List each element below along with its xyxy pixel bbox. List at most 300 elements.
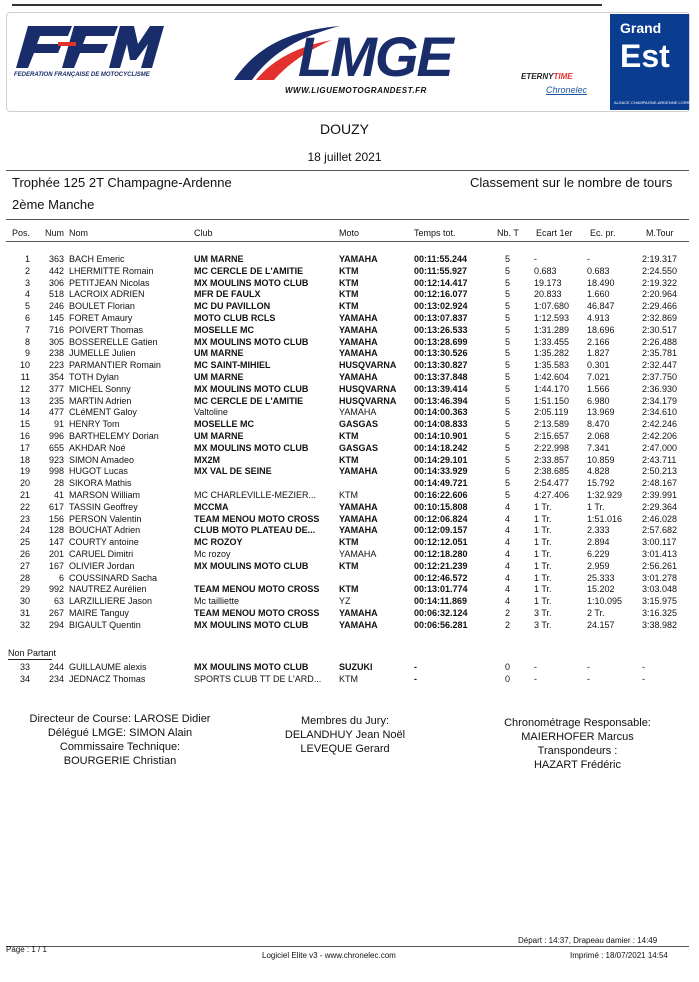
cell-nbt: 2 bbox=[505, 608, 511, 618]
cell-num: 201 bbox=[48, 549, 64, 559]
cell-nom: GUILLAUME alexis bbox=[69, 662, 147, 672]
cell-pos: 14 bbox=[19, 407, 30, 418]
cell-nbt: 5 bbox=[505, 431, 511, 441]
cell-ecart: 1 Tr. bbox=[534, 537, 552, 548]
software-credit[interactable]: Logiciel Elite v3 - www.chronelec.com bbox=[262, 951, 396, 960]
cell-ecpr: 18.490 bbox=[587, 277, 615, 288]
cell-moto: YAMAHA bbox=[339, 466, 378, 477]
cell-ecart: - bbox=[534, 673, 537, 684]
official-line: Membres du Jury: bbox=[300, 715, 390, 727]
cell-moto: YAMAHA bbox=[339, 348, 378, 359]
cell-nom: AKHDAR Noé bbox=[69, 442, 126, 453]
cell-ecpr: 18.696 bbox=[587, 324, 615, 335]
cell-ecart: 2:54.477 bbox=[534, 478, 570, 489]
cell-club: TEAM MENOU MOTO CROSS bbox=[194, 513, 320, 524]
table-row bbox=[0, 431, 689, 442]
cell-nom: HUGOT Lucas bbox=[69, 466, 128, 477]
cell-ecart: 1 Tr. bbox=[534, 525, 552, 536]
cell-club: MOTO CLUB RCLS bbox=[194, 313, 276, 323]
cell-mtour: 2:43.711 bbox=[642, 454, 677, 465]
official-line: LEVEQUE Gerard bbox=[300, 743, 390, 755]
cell-nom: OLIVIER Jordan bbox=[69, 560, 135, 571]
table-row bbox=[0, 313, 689, 324]
cell-num: 923 bbox=[48, 454, 64, 465]
cell-ecart: 3 Tr. bbox=[534, 619, 552, 630]
region-line2: Est bbox=[620, 38, 670, 74]
cell-temps: 00:14:10.901 bbox=[414, 431, 468, 441]
cell-moto: SUZUKI bbox=[339, 662, 373, 672]
cell-num: 655 bbox=[48, 442, 64, 453]
cell-mtour: 2:32.869 bbox=[642, 313, 678, 323]
cell-nom: CARUEL Dimitri bbox=[69, 549, 134, 559]
cell-moto: YZ bbox=[339, 596, 351, 607]
cell-club: Mc rozoy bbox=[194, 549, 231, 559]
cell-nom: TASSIN Geoffrey bbox=[69, 501, 138, 512]
ffm-subtitle: FEDERATION FRANÇAISE DE MOTOCYCLISME bbox=[14, 72, 150, 78]
cell-pos: 13 bbox=[19, 395, 30, 406]
cell-nbt: 2 bbox=[505, 619, 511, 630]
cell-ecart: 1:12.593 bbox=[534, 313, 570, 323]
cell-nom: COURTY antoine bbox=[69, 537, 139, 548]
table-row bbox=[0, 360, 689, 371]
table-row bbox=[0, 662, 689, 673]
cell-temps: 00:13:39.414 bbox=[414, 383, 468, 394]
cell-nom: POIVERT Thomas bbox=[69, 324, 144, 335]
cell-temps: 00:12:12.051 bbox=[414, 537, 468, 548]
cell-mtour: 2:46.028 bbox=[642, 513, 678, 524]
cell-nbt: 5 bbox=[505, 254, 511, 264]
cell-nbt: 4 bbox=[505, 584, 511, 595]
print-time: Imprimé : 18/07/2021 14:54 bbox=[570, 951, 668, 960]
event-date: 18 juillet 2021 bbox=[307, 150, 382, 164]
cell-nbt: 5 bbox=[505, 313, 511, 323]
cell-pos: 20 bbox=[19, 478, 30, 489]
cell-nbt: 4 bbox=[505, 572, 511, 583]
cell-nom: HENRY Tom bbox=[69, 419, 120, 430]
cell-club: MC CHARLEVILLE-MEZIER... bbox=[194, 490, 317, 500]
cell-nom: TOTH Dylan bbox=[69, 372, 119, 382]
cell-ecpr: 24.157 bbox=[587, 619, 615, 630]
cell-pos: 26 bbox=[19, 549, 30, 559]
cell-nbt: 5 bbox=[505, 454, 511, 465]
cell-club: MX MOULINS MOTO CLUB bbox=[194, 336, 309, 347]
cell-pos: 18 bbox=[19, 454, 30, 465]
lmge-url[interactable]: WWW.LIGUEMOTOGRANDEST.FR bbox=[285, 86, 427, 95]
eternytime-logo: ETERNYTIME bbox=[521, 72, 573, 81]
cell-temps: 00:16:22.606 bbox=[414, 490, 468, 500]
cell-nbt: 4 bbox=[505, 596, 511, 607]
chronelec-logo: Chronelec bbox=[546, 85, 588, 95]
cell-nbt: 5 bbox=[505, 372, 511, 382]
cell-ecpr: 1:10.095 bbox=[587, 596, 623, 607]
cell-moto: YAMAHA bbox=[339, 501, 378, 512]
cell-nom: NAUTREZ Aurélien bbox=[69, 584, 147, 595]
cell-num: 41 bbox=[53, 490, 64, 500]
cell-moto: YAMAHA bbox=[339, 407, 377, 418]
cell-pos: 6 bbox=[24, 313, 30, 323]
cell-club: MC ROZOY bbox=[194, 537, 243, 548]
cell-num: 354 bbox=[48, 372, 64, 382]
cell-temps: 00:13:37.848 bbox=[414, 372, 468, 382]
cell-nbt: 5 bbox=[505, 360, 511, 371]
cell-temps: 00:13:02.924 bbox=[414, 301, 468, 312]
cell-ecart: 2:22.998 bbox=[534, 442, 570, 453]
cell-ecpr: 1:51.016 bbox=[587, 513, 623, 524]
table-row bbox=[0, 573, 689, 584]
cell-num: 246 bbox=[48, 301, 64, 312]
cell-mtour: 2:56.261 bbox=[642, 560, 678, 571]
cell-ecpr: 8.470 bbox=[587, 419, 610, 430]
cell-temps: 00:13:30.827 bbox=[414, 360, 468, 371]
header-underline bbox=[6, 241, 689, 242]
cell-num: 363 bbox=[48, 254, 64, 264]
cell-pos: 17 bbox=[19, 442, 30, 453]
cell-nbt: 4 bbox=[505, 525, 511, 536]
cell-ecart: 2:13.589 bbox=[534, 419, 570, 430]
cell-club: TEAM MENOU MOTO CROSS bbox=[194, 608, 320, 618]
cell-mtour: 3:16.325 bbox=[642, 608, 678, 618]
cell-nom: PERSON Valentin bbox=[69, 513, 142, 524]
cell-nom: MARTIN Adrien bbox=[69, 395, 132, 406]
cell-pos: 1 bbox=[24, 254, 30, 264]
cell-mtour: 2:34.610 bbox=[642, 407, 678, 418]
cell-pos: 32 bbox=[19, 619, 30, 630]
cell-ecpr: 2.894 bbox=[587, 537, 610, 548]
cell-temps: 00:12:06.824 bbox=[414, 513, 468, 524]
table-row bbox=[0, 348, 689, 359]
cell-nom: MARSON William bbox=[69, 490, 140, 500]
cell-mtour: 2:34.179 bbox=[642, 395, 678, 406]
cell-nom: BOULET Florian bbox=[69, 301, 135, 312]
cell-club: MOSELLE MC bbox=[194, 419, 254, 430]
ffm-logo bbox=[14, 22, 164, 72]
cell-nom: PARMANTIER Romain bbox=[69, 360, 161, 371]
table-row bbox=[0, 561, 689, 572]
cell-ecpr: 0.683 bbox=[587, 265, 610, 276]
col-club: Club bbox=[194, 228, 213, 238]
cell-ecpr: - bbox=[587, 662, 590, 672]
table-row bbox=[0, 443, 689, 454]
cell-club: MX VAL DE SEINE bbox=[194, 466, 272, 477]
official-line: MAIERHOFER Marcus bbox=[521, 731, 634, 743]
cell-temps: 00:13:30.526 bbox=[414, 348, 468, 359]
cell-ecart: 2:38.685 bbox=[534, 466, 570, 477]
col-ecpr: Ec. pr. bbox=[590, 228, 616, 238]
cell-nom: PETITJEAN Nicolas bbox=[69, 277, 150, 288]
table-row bbox=[0, 490, 689, 501]
cell-mtour: - bbox=[642, 662, 645, 672]
cell-nom: LHERMITTE Romain bbox=[69, 265, 154, 276]
cell-ecart: 4:27.406 bbox=[534, 490, 570, 500]
cell-num: 267 bbox=[48, 608, 64, 618]
cell-ecpr: 0.301 bbox=[587, 360, 610, 371]
cell-pos: 28 bbox=[19, 572, 30, 583]
cell-pos: 16 bbox=[19, 431, 30, 441]
cell-moto: KTM bbox=[339, 454, 359, 465]
table-row bbox=[0, 584, 689, 595]
cell-ecpr: 7.021 bbox=[587, 372, 610, 382]
cell-temps: 00:13:46.394 bbox=[414, 395, 468, 406]
cell-num: 518 bbox=[48, 289, 64, 300]
cell-pos: 12 bbox=[19, 383, 30, 394]
cell-moto: KTM bbox=[339, 289, 359, 300]
cell-num: 996 bbox=[48, 431, 64, 441]
officials-left bbox=[10, 712, 230, 768]
svg-text:LMGE: LMGE bbox=[298, 25, 452, 88]
cell-temps: 00:14:33.929 bbox=[414, 466, 468, 477]
official-line: Chronométrage Responsable: bbox=[504, 717, 651, 729]
cell-moto: YAMAHA bbox=[339, 336, 378, 347]
grand-est-logo bbox=[610, 14, 699, 110]
col-pos: Pos. bbox=[12, 228, 31, 238]
cell-nbt: 0 bbox=[505, 662, 511, 672]
ranking-note: Classement sur le nombre de tours bbox=[470, 175, 673, 190]
table-row bbox=[0, 396, 689, 407]
cell-club: MX MOULINS MOTO CLUB bbox=[194, 619, 309, 630]
cell-ecpr: 10.859 bbox=[587, 454, 615, 465]
cell-ecart: 1:35.583 bbox=[534, 360, 570, 371]
cell-num: 477 bbox=[48, 407, 64, 418]
cell-ecpr: 2.959 bbox=[587, 560, 610, 571]
cell-mtour: 2:20.964 bbox=[642, 289, 678, 300]
table-row bbox=[0, 301, 689, 312]
cell-nbt: 4 bbox=[505, 513, 511, 524]
cell-mtour: 2:32.447 bbox=[642, 360, 678, 371]
cell-moto: GASGAS bbox=[339, 419, 379, 430]
cell-mtour: 2:29.364 bbox=[642, 501, 678, 512]
cell-moto: GASGAS bbox=[339, 442, 379, 453]
cell-num: 145 bbox=[48, 313, 64, 323]
cell-temps: 00:13:07.837 bbox=[414, 313, 468, 323]
cell-ecpr: 7.341 bbox=[587, 442, 610, 453]
cell-temps: 00:11:55.244 bbox=[414, 254, 468, 264]
cell-num: 992 bbox=[48, 584, 64, 595]
table-row bbox=[0, 337, 689, 348]
non-partant-label: Non Partant bbox=[8, 648, 57, 658]
cell-pos: 9 bbox=[24, 348, 30, 359]
cell-num: 294 bbox=[48, 619, 64, 630]
lmge-logo bbox=[228, 18, 468, 88]
table-row bbox=[0, 525, 689, 536]
table-row bbox=[0, 466, 689, 477]
cell-club: SPORTS CLUB TT DE L'ARD... bbox=[194, 673, 322, 684]
col-nbt: Nb. T bbox=[497, 228, 519, 238]
col-mtour: M.Tour bbox=[646, 228, 674, 238]
cell-ecart: 1 Tr. bbox=[534, 501, 552, 512]
cell-ecpr: 1.566 bbox=[587, 383, 610, 394]
cell-ecart: 1:33.455 bbox=[534, 336, 570, 347]
cell-ecpr: 2.166 bbox=[587, 336, 610, 347]
cell-moto: YAMAHA bbox=[339, 619, 378, 630]
cell-moto: YAMAHA bbox=[339, 525, 378, 536]
cell-temps: 00:14:49.721 bbox=[414, 478, 468, 489]
cell-pos: 5 bbox=[24, 301, 30, 312]
cell-mtour: 2:42.206 bbox=[642, 431, 678, 441]
cell-nom: MICHEL Sonny bbox=[69, 383, 131, 394]
col-temps: Temps tot. bbox=[414, 228, 456, 238]
cell-moto: YAMAHA bbox=[339, 313, 378, 323]
table-row bbox=[0, 254, 689, 265]
cell-nbt: 5 bbox=[505, 265, 511, 276]
cell-num: 377 bbox=[48, 383, 64, 394]
cell-temps: 00:12:09.157 bbox=[414, 525, 468, 536]
official-line: Directeur de Course: LAROSE Didier bbox=[29, 713, 211, 725]
cell-mtour: 2:37.750 bbox=[642, 372, 678, 382]
official-line: Commissaire Technique: bbox=[59, 741, 181, 753]
cell-ecart: 1 Tr. bbox=[534, 596, 552, 607]
cell-pos: 19 bbox=[19, 466, 30, 477]
cell-club: CLUB MOTO PLATEAU DE... bbox=[194, 525, 316, 536]
cell-pos: 4 bbox=[24, 289, 30, 300]
cell-nbt: 5 bbox=[505, 348, 511, 359]
table-row bbox=[0, 608, 689, 619]
cell-pos: 30 bbox=[19, 596, 30, 607]
cell-ecart: 3 Tr. bbox=[534, 608, 552, 618]
cell-club: MOSELLE MC bbox=[194, 324, 254, 335]
cell-ecpr: 13.969 bbox=[587, 407, 615, 418]
cell-ecpr: 4.913 bbox=[587, 313, 610, 323]
cell-temps: 00:14:18.242 bbox=[414, 442, 468, 453]
cell-mtour: 2:39.991 bbox=[642, 490, 678, 500]
cell-nom: LACROIX ADRIEN bbox=[69, 289, 145, 300]
table-row bbox=[0, 674, 689, 685]
cell-nbt: 5 bbox=[505, 478, 511, 489]
cell-moto: KTM bbox=[339, 537, 359, 548]
cell-temps: 00:06:56.281 bbox=[414, 619, 468, 630]
cell-mtour: 3:03.048 bbox=[642, 584, 678, 595]
cell-moto: KTM bbox=[339, 584, 359, 595]
cell-temps: - bbox=[414, 673, 417, 684]
cell-nbt: 5 bbox=[505, 324, 511, 335]
table-row bbox=[0, 372, 689, 383]
cell-mtour: - bbox=[642, 673, 645, 684]
cell-nbt: 4 bbox=[505, 501, 511, 512]
cell-nbt: 5 bbox=[505, 395, 511, 406]
cell-num: 306 bbox=[48, 277, 64, 288]
cell-num: 998 bbox=[48, 466, 64, 477]
table-row bbox=[0, 478, 689, 489]
cell-moto: KTM bbox=[339, 431, 359, 441]
cell-nom: JEDNACZ Thomas bbox=[69, 673, 146, 684]
cell-moto: HUSQVARNA bbox=[339, 383, 397, 394]
cell-num: 223 bbox=[48, 360, 64, 371]
table-row bbox=[0, 620, 689, 631]
cell-num: 91 bbox=[53, 419, 64, 430]
cell-pos: 22 bbox=[19, 501, 30, 512]
cell-pos: 3 bbox=[24, 277, 30, 288]
cell-nbt: 5 bbox=[505, 383, 511, 394]
cell-temps: 00:14:11.869 bbox=[414, 596, 468, 607]
cell-mtour: 2:19.317 bbox=[642, 254, 678, 264]
cell-pos: 21 bbox=[19, 490, 30, 500]
table-row bbox=[0, 289, 689, 300]
cell-nbt: 4 bbox=[505, 560, 511, 571]
cell-ecart: 1:35.282 bbox=[534, 348, 570, 359]
cell-nbt: 5 bbox=[505, 419, 511, 430]
table-row bbox=[0, 278, 689, 289]
cell-nom: JUMELLE Julien bbox=[69, 348, 136, 359]
cell-pos: 34 bbox=[19, 673, 30, 684]
cell-temps: - bbox=[414, 662, 417, 672]
cell-ecpr: 4.828 bbox=[587, 466, 610, 477]
col-num: Num bbox=[45, 228, 65, 238]
cell-ecpr: 2 Tr. bbox=[587, 608, 605, 618]
cell-ecart: - bbox=[534, 662, 537, 672]
cell-ecpr: 15.202 bbox=[587, 584, 615, 595]
venue-title: DOUZY bbox=[320, 121, 369, 137]
table-row bbox=[0, 537, 689, 548]
cell-pos: 25 bbox=[19, 537, 30, 548]
cell-pos: 23 bbox=[19, 513, 30, 524]
cell-ecart: 1 Tr. bbox=[534, 584, 552, 595]
cell-ecart: 2:15.657 bbox=[534, 431, 570, 441]
cell-ecart: 19.173 bbox=[534, 277, 562, 288]
cell-moto: KTM bbox=[339, 301, 359, 312]
cell-mtour: 2:36.930 bbox=[642, 383, 678, 394]
cell-ecpr: 15.792 bbox=[587, 478, 615, 489]
col-nom: Nom bbox=[69, 228, 89, 238]
cell-moto: HUSQVARNA bbox=[339, 360, 397, 371]
cell-ecart: 20.833 bbox=[534, 289, 562, 300]
cell-ecart: 1 Tr. bbox=[534, 560, 552, 571]
cell-club: MX MOULINS MOTO CLUB bbox=[194, 277, 309, 288]
cell-club: MC CERCLE DE L'AMITIE bbox=[194, 265, 304, 276]
cell-ecart: - bbox=[534, 254, 537, 264]
cell-num: 128 bbox=[48, 525, 64, 536]
cell-club: MX MOULINS MOTO CLUB bbox=[194, 560, 309, 571]
cell-ecpr: 1:32.929 bbox=[587, 490, 623, 500]
cell-ecart: 0.683 bbox=[534, 265, 557, 276]
trophy-title: Trophée 125 2T Champagne-Ardenne bbox=[12, 175, 232, 190]
cell-ecart: 2:05.119 bbox=[534, 407, 569, 418]
cell-mtour: 3:15.975 bbox=[642, 596, 678, 607]
cell-num: 28 bbox=[53, 478, 64, 489]
cell-pos: 8 bbox=[24, 336, 30, 347]
cell-pos: 24 bbox=[19, 525, 30, 536]
cell-nom: FORET Amaury bbox=[69, 313, 133, 323]
table-row bbox=[0, 455, 689, 466]
footer-rule bbox=[6, 946, 689, 947]
cell-nom: SIMON Amadeo bbox=[69, 454, 135, 465]
cell-num: 716 bbox=[48, 324, 64, 335]
officials-right bbox=[480, 716, 675, 772]
cell-nom: LARZILLIERE Jason bbox=[69, 596, 153, 607]
cell-mtour: 2:47.000 bbox=[642, 442, 678, 453]
cell-moto: KTM bbox=[339, 673, 358, 684]
region-tagline: ALSACE CHAMPAGNE-ARDENNE LORRAINE bbox=[614, 100, 699, 105]
divider bbox=[6, 219, 689, 220]
cell-ecart: 1 Tr. bbox=[534, 513, 552, 524]
cell-nbt: 4 bbox=[505, 549, 511, 559]
cell-pos: 11 bbox=[20, 372, 30, 382]
cell-moto: KTM bbox=[339, 277, 359, 288]
cell-num: 305 bbox=[48, 336, 64, 347]
cell-temps: 00:12:46.572 bbox=[414, 572, 468, 583]
cell-temps: 00:10:15.808 bbox=[414, 501, 468, 512]
cell-ecpr: 25.333 bbox=[587, 572, 615, 583]
cell-nbt: 5 bbox=[505, 466, 511, 477]
table-row bbox=[0, 419, 689, 430]
cell-ecpr: 6.229 bbox=[587, 549, 610, 559]
race-title: 2ème Manche bbox=[12, 197, 95, 212]
cell-club: Valtoline bbox=[194, 407, 228, 418]
cell-num: 235 bbox=[48, 395, 64, 406]
cell-mtour: 2:26.488 bbox=[642, 336, 678, 347]
region-line1: Grand bbox=[620, 20, 662, 36]
cell-ecart: 1:51.150 bbox=[534, 395, 570, 406]
col-moto: Moto bbox=[339, 228, 360, 238]
cell-mtour: 3:00.117 bbox=[642, 537, 677, 548]
